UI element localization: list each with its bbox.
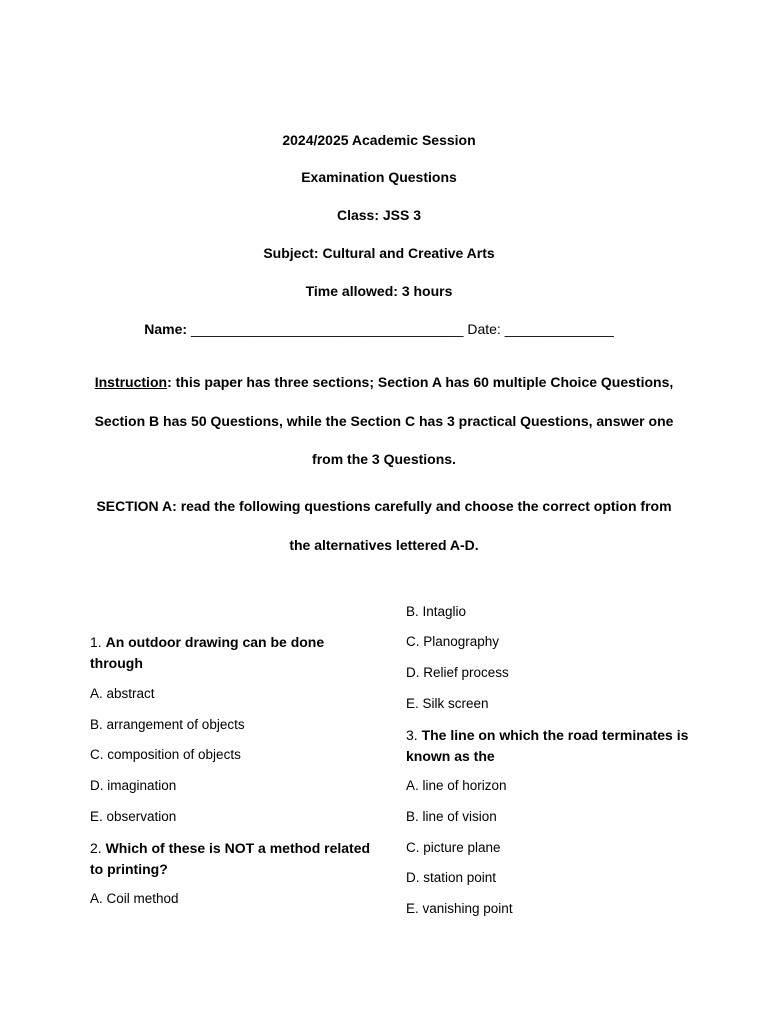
class-label: Class: JSS 3 bbox=[336, 207, 422, 223]
option-2d: D. Relief process bbox=[406, 665, 509, 680]
option-2b: B. Intaglio bbox=[406, 604, 467, 619]
option-2e: E. Silk screen bbox=[406, 696, 489, 711]
question-number: 1. bbox=[90, 634, 102, 650]
option-1b: B. arrangement of objects bbox=[90, 717, 245, 732]
instruction-label: Instruction bbox=[94, 374, 168, 390]
option-3d: D. station point bbox=[406, 870, 497, 885]
option-3b: B. line of vision bbox=[406, 809, 497, 824]
question-1 bbox=[90, 632, 380, 673]
question-text: Which of these is NOT a method related to printing? bbox=[90, 840, 371, 877]
instruction-text: : this paper has three sections; Section A has 60 multiple Choice Questions, Section B has 50 Questions, while the Section C has 3 practical Questions, answer one from the 3 Questions. bbox=[94, 374, 674, 467]
question-2 bbox=[90, 838, 380, 879]
instruction-paragraph bbox=[86, 363, 682, 479]
option-3c: C. picture plane bbox=[406, 840, 501, 855]
date-label: Date: bbox=[467, 321, 501, 337]
time-allowed-label: Time allowed: 3 hours bbox=[305, 283, 453, 299]
option-3e: E. vanishing point bbox=[406, 901, 513, 916]
option-3a: A. line of horizon bbox=[406, 778, 507, 793]
option-1c: C. composition of objects bbox=[90, 747, 241, 762]
question-text: An outdoor drawing can be done through bbox=[90, 634, 325, 671]
subject-label: Subject: Cultural and Creative Arts bbox=[263, 245, 495, 261]
option-2c: C. Planography bbox=[406, 634, 500, 649]
date-blank: ______________ bbox=[504, 321, 614, 337]
name-label: Name: bbox=[144, 321, 188, 337]
section-a-instructions: SECTION A: read the following questions carefully and choose the correct option from the alternatives lettered A-D. bbox=[96, 498, 672, 553]
question-3 bbox=[406, 725, 696, 766]
option-2a: A. Coil method bbox=[90, 891, 179, 906]
name-blank: ___________________________________ bbox=[190, 321, 464, 337]
name-date-line bbox=[0, 320, 758, 338]
exam-title: Examination Questions bbox=[301, 169, 457, 185]
option-1e: E. observation bbox=[90, 809, 177, 824]
option-1d: D. imagination bbox=[90, 778, 177, 793]
question-number: 2. bbox=[90, 840, 102, 856]
question-number: 3. bbox=[406, 727, 418, 743]
option-1a: A. abstract bbox=[90, 686, 155, 701]
question-text: The line on which the road terminates is known as the bbox=[406, 727, 689, 764]
session-title: 2024/2025 Academic Session bbox=[282, 132, 476, 148]
